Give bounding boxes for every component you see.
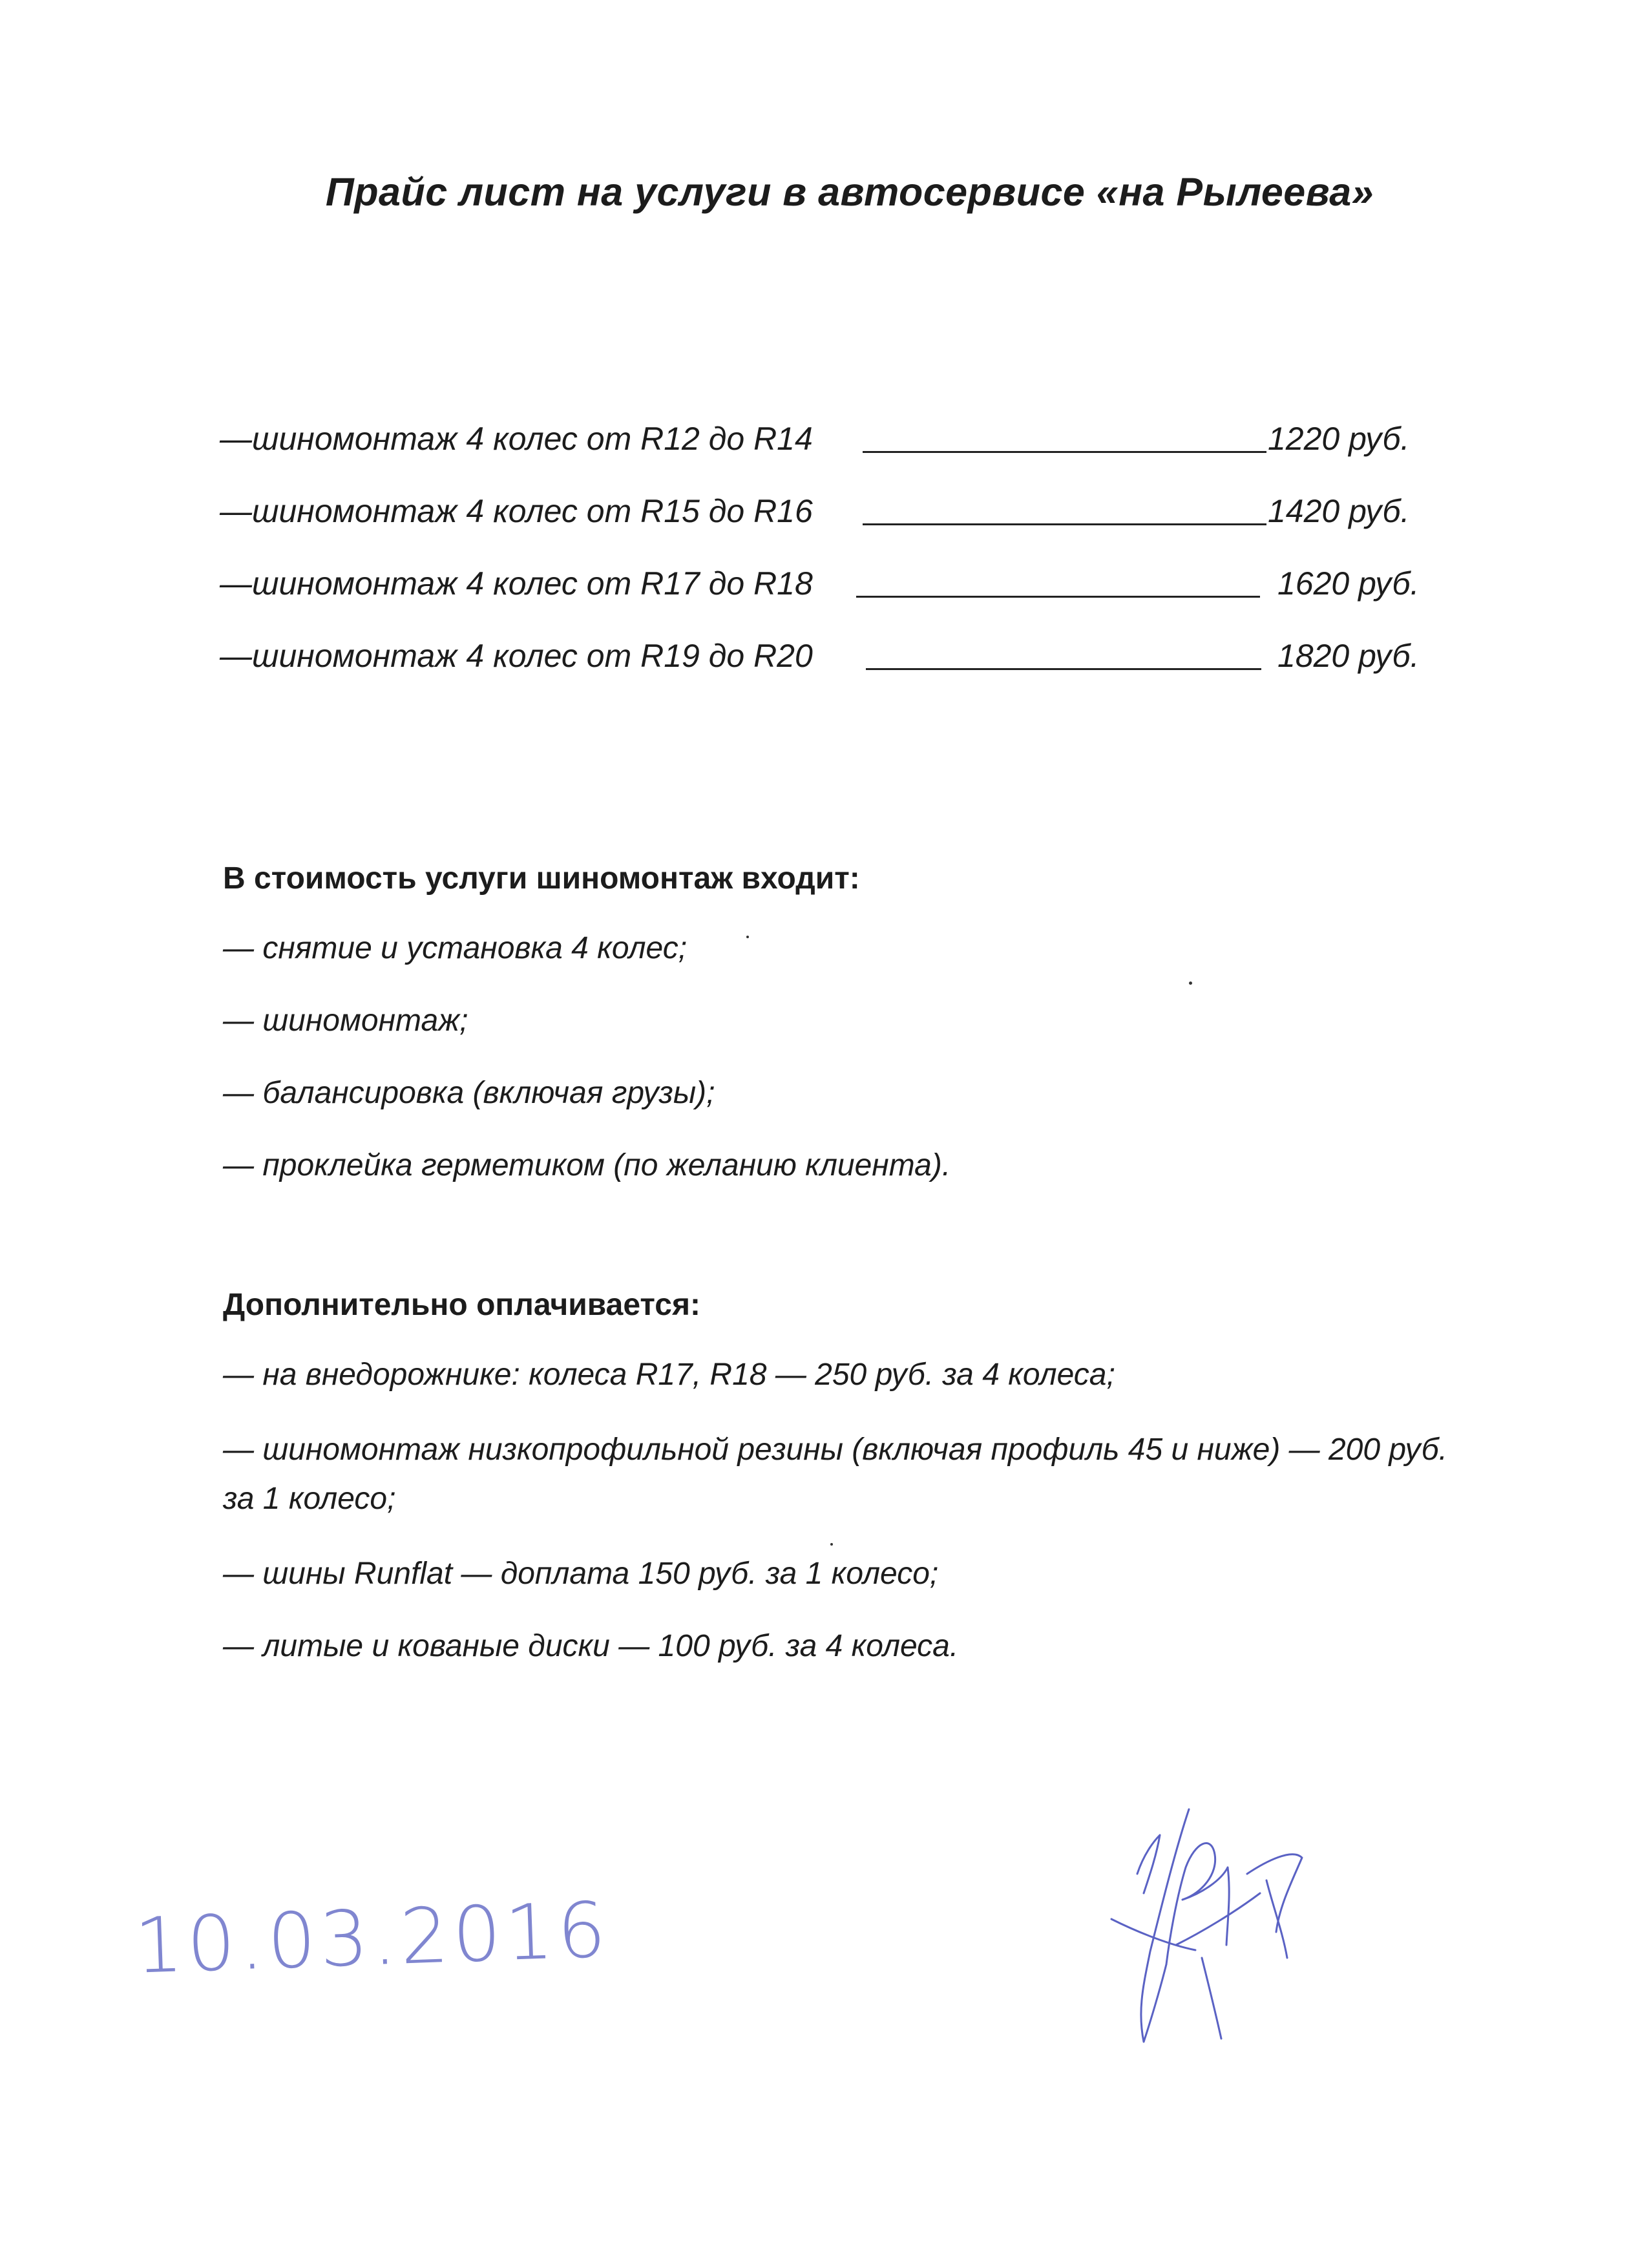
leader-line — [856, 596, 1260, 598]
extra-heading: Дополнительно оплачивается: — [223, 1288, 700, 1322]
price-row-label: —шиномонтаж 4 колес от R15 до R16 — [220, 493, 813, 529]
price-row-value: 1820 руб. — [1277, 638, 1420, 674]
price-row-value: 1420 руб. — [1268, 493, 1410, 529]
signature-icon — [1098, 1796, 1318, 2068]
list-item: — шины Runflat — доплата 150 руб. за 1 колесо; — [223, 1557, 939, 1591]
leader-line — [866, 668, 1261, 670]
price-row-label: —шиномонтаж 4 колес от R19 до R20 — [220, 638, 813, 674]
document-title: Прайс лист на услуги в автосервисе «на Рылеева» — [325, 170, 1374, 214]
list-item: — снятие и установка 4 колес; — [223, 931, 688, 965]
extra-section — [223, 1286, 1483, 1697]
price-row-value: 1620 руб. — [1277, 565, 1420, 602]
list-item: — шиномонтаж; — [223, 1003, 468, 1038]
price-row — [220, 565, 1447, 637]
price-row — [220, 492, 1447, 565]
list-item: — балансировка (включая грузы); — [223, 1076, 715, 1110]
list-item: — литые и кованые диски — 100 руб. за 4 колеса. — [223, 1629, 959, 1663]
list-item: — проклейка герметиком (по желанию клиента). — [223, 1148, 951, 1182]
leader-line — [863, 451, 1266, 453]
included-section — [223, 859, 1483, 1216]
scan-speck — [830, 1543, 833, 1546]
included-heading: В стоимость услуги шиномонтаж входит: — [223, 861, 860, 896]
price-list — [220, 420, 1447, 709]
price-row — [220, 637, 1447, 709]
scan-speck — [1189, 982, 1192, 985]
scan-speck — [746, 936, 749, 938]
price-row-label: —шиномонтаж 4 колес от R17 до R18 — [220, 565, 813, 602]
handwritten-date: 10.03.2016 — [132, 1885, 611, 1991]
price-row-label: —шиномонтаж 4 колес от R12 до R14 — [220, 421, 813, 457]
list-item: — на внедорожнике: колеса R17, R18 — 250 руб. за 4 колеса; — [223, 1358, 1115, 1392]
list-item: — шиномонтаж низкопрофильной резины (включая профиль 45 и ниже) — 200 руб. за 1 колесо; — [223, 1433, 1447, 1516]
price-row — [220, 420, 1447, 492]
leader-line — [863, 523, 1266, 525]
price-row-value: 1220 руб. — [1268, 421, 1410, 457]
